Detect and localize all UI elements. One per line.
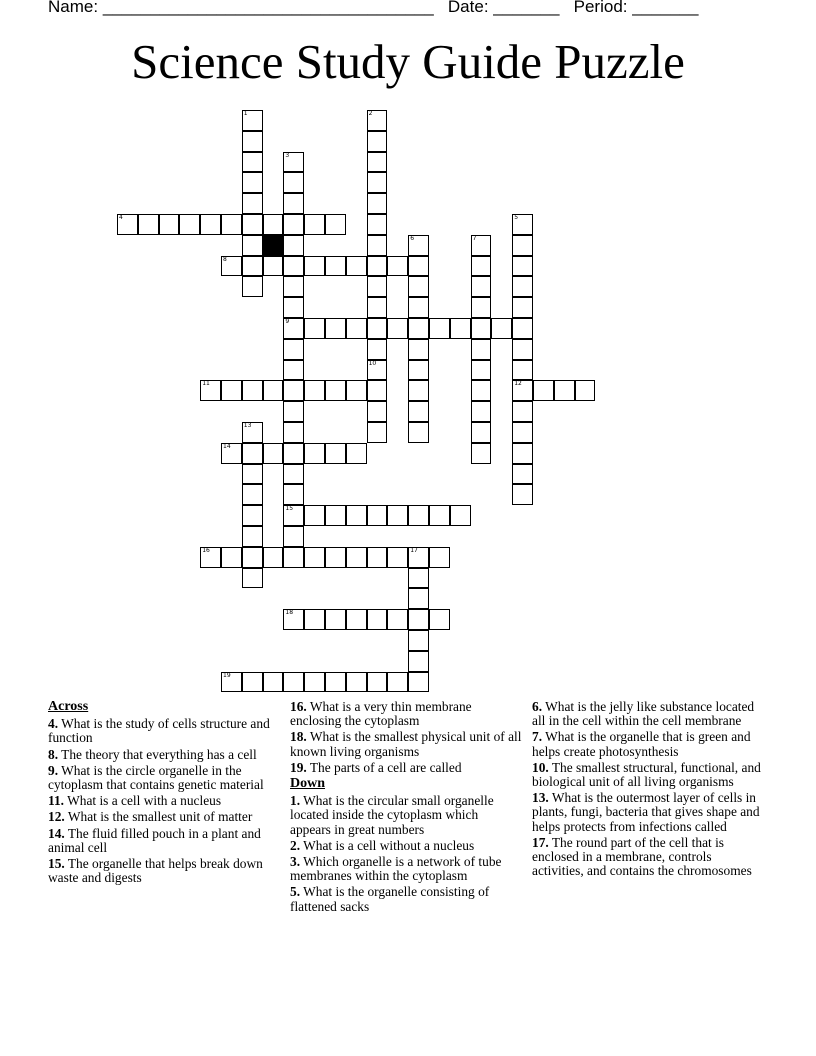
grid-cell[interactable] xyxy=(387,318,408,339)
grid-cell[interactable] xyxy=(242,276,263,297)
grid-cell[interactable] xyxy=(263,380,284,401)
grid-cell[interactable] xyxy=(512,318,533,339)
grid-cell[interactable] xyxy=(242,214,263,235)
grid-cell[interactable] xyxy=(304,214,325,235)
clue-number: 4 xyxy=(119,214,123,221)
clue-number: 14 xyxy=(223,442,231,450)
grid-cell[interactable] xyxy=(367,172,388,193)
grid-cell[interactable] xyxy=(367,297,388,318)
grid-cell[interactable] xyxy=(408,401,429,422)
grid-cell[interactable] xyxy=(367,360,388,381)
grid-cell[interactable] xyxy=(283,505,304,526)
grid-cell[interactable] xyxy=(242,193,263,214)
grid-cell[interactable] xyxy=(221,547,242,568)
grid-cell[interactable] xyxy=(471,360,492,381)
grid-cell[interactable] xyxy=(346,318,367,339)
grid-cell[interactable] xyxy=(263,214,284,235)
grid-cell[interactable] xyxy=(346,443,367,464)
grid-cell[interactable] xyxy=(263,443,284,464)
clue-down-3: 3. Which organelle is a network of tube membranes within the cytoplasm xyxy=(290,854,502,884)
grid-cell[interactable] xyxy=(387,256,408,277)
grid-cell[interactable] xyxy=(283,172,304,193)
grid-cell[interactable] xyxy=(512,380,533,401)
grid-cell[interactable] xyxy=(242,464,263,485)
grid-cell[interactable] xyxy=(346,609,367,630)
grid-cell[interactable] xyxy=(242,110,263,131)
grid-cell[interactable] xyxy=(512,360,533,381)
grid-cell[interactable] xyxy=(429,318,450,339)
grid-cell[interactable] xyxy=(408,651,429,672)
grid-cell[interactable] xyxy=(367,339,388,360)
grid-cell[interactable] xyxy=(304,256,325,277)
clue-down-17: 17. The round part of the cell that is enclosed in a membrane, controls activities, and contains the chromosomes xyxy=(532,834,752,879)
grid-cell[interactable] xyxy=(408,422,429,443)
grid-cell[interactable] xyxy=(408,672,429,693)
grid-cell[interactable] xyxy=(471,235,492,256)
clue-column-3 xyxy=(532,700,764,880)
grid-cell[interactable] xyxy=(325,443,346,464)
grid-cell[interactable] xyxy=(471,380,492,401)
grid-cell[interactable] xyxy=(346,256,367,277)
clue-number: 15 xyxy=(285,505,294,513)
clue-across-14: 14. The fluid filled pouch in a plant and animal cell xyxy=(48,825,261,855)
clue-number: 9 xyxy=(285,318,290,325)
grid-cell[interactable] xyxy=(304,318,325,339)
grid-cell[interactable] xyxy=(283,214,304,235)
grid-cell[interactable] xyxy=(512,276,533,297)
grid-cell[interactable] xyxy=(367,110,388,131)
clue-number: 3 xyxy=(285,151,290,159)
grid-cell[interactable] xyxy=(367,380,388,401)
grid-cell[interactable] xyxy=(367,401,388,422)
grid-cell[interactable] xyxy=(471,318,492,339)
grid-cell[interactable] xyxy=(408,339,429,360)
grid-cell[interactable] xyxy=(408,609,429,630)
grid-cell[interactable] xyxy=(242,256,263,277)
clue-across-19: 19. The parts of a cell are called xyxy=(290,759,462,775)
grid-cell[interactable] xyxy=(491,318,512,339)
grid-cell[interactable] xyxy=(159,214,180,235)
clue-number: 11 xyxy=(202,380,210,388)
grid-cell[interactable] xyxy=(283,297,304,318)
clue-number: 19 xyxy=(223,671,231,679)
grid-cell[interactable] xyxy=(512,443,533,464)
name-blank[interactable]: ___________________________________ xyxy=(102,0,434,16)
clue-number: 8 xyxy=(223,255,227,263)
grid-cell[interactable] xyxy=(512,297,533,318)
grid-cell[interactable] xyxy=(283,443,304,464)
grid-cell[interactable] xyxy=(283,339,304,360)
clue-number: 7 xyxy=(472,234,477,242)
grid-cell[interactable] xyxy=(325,318,346,339)
grid-cell[interactable] xyxy=(512,214,533,235)
grid-cell[interactable] xyxy=(242,505,263,526)
clue-number: 5 xyxy=(514,214,519,221)
grid-cell[interactable] xyxy=(408,276,429,297)
clue-across-15: 15. The organelle that helps break down waste and digests xyxy=(48,856,263,886)
grid-cell[interactable] xyxy=(325,214,346,235)
grid-cell[interactable] xyxy=(304,443,325,464)
grid-cell[interactable] xyxy=(242,152,263,173)
grid-cell[interactable] xyxy=(387,505,408,526)
grid-cell[interactable] xyxy=(429,505,450,526)
grid-cell[interactable] xyxy=(387,547,408,568)
clue-across-9: 9. What is the circle organelle in the cytoplasm that contains genetic material xyxy=(48,762,264,793)
grid-cell[interactable] xyxy=(346,672,367,693)
grid-cell[interactable] xyxy=(325,609,346,630)
grid-cell[interactable] xyxy=(283,193,304,214)
clue-down-1: 1. What is the circular small organelle located inside the cytoplasm which appears in great numbers xyxy=(290,793,494,837)
grid-cell[interactable] xyxy=(387,609,408,630)
clue-down-2: 2. What is a cell without a nucleus xyxy=(290,837,475,853)
grid-cell[interactable] xyxy=(346,380,367,401)
grid-cell[interactable] xyxy=(242,422,263,443)
grid-cell[interactable] xyxy=(304,672,325,693)
grid-cell[interactable] xyxy=(429,547,450,568)
grid-cell[interactable] xyxy=(471,443,492,464)
grid-cell[interactable] xyxy=(221,256,242,277)
clue-number: 6 xyxy=(410,234,415,242)
grid-cell[interactable] xyxy=(283,276,304,297)
name-label: Name: xyxy=(48,0,99,16)
grid-cell[interactable] xyxy=(283,464,304,485)
grid-cell[interactable] xyxy=(304,609,325,630)
grid-cell[interactable] xyxy=(304,547,325,568)
clue-number: 2 xyxy=(368,110,373,117)
grid-cell[interactable] xyxy=(512,339,533,360)
grid-cell[interactable] xyxy=(533,380,554,401)
clue-number: 17 xyxy=(410,546,418,554)
grid-cell[interactable] xyxy=(512,256,533,277)
grid-cell[interactable] xyxy=(200,380,221,401)
grid-cell[interactable] xyxy=(242,568,263,589)
grid-cell[interactable] xyxy=(408,318,429,339)
grid-cell[interactable] xyxy=(408,588,429,609)
grid-cell[interactable] xyxy=(283,380,304,401)
clue-down-6: 6. What is the jelly like substance located all in the cell within the cell membrane xyxy=(532,699,755,729)
grid-cell[interactable] xyxy=(512,401,533,422)
grid-cell[interactable] xyxy=(283,672,304,693)
grid-cell[interactable] xyxy=(283,152,304,173)
grid-cell[interactable] xyxy=(283,318,304,339)
grid-cell[interactable] xyxy=(367,193,388,214)
grid-cell[interactable] xyxy=(450,318,471,339)
grid-cell[interactable] xyxy=(367,318,388,339)
blocked-cell xyxy=(263,235,284,256)
clue-column-1 xyxy=(48,700,280,887)
grid-cell[interactable] xyxy=(512,484,533,505)
grid-cell[interactable] xyxy=(367,609,388,630)
grid-cell[interactable] xyxy=(242,172,263,193)
grid-cell[interactable] xyxy=(554,380,575,401)
grid-cell[interactable] xyxy=(512,464,533,485)
grid-cell[interactable] xyxy=(450,505,471,526)
period-blank[interactable]: _______ xyxy=(632,0,699,16)
grid-cell[interactable] xyxy=(283,484,304,505)
grid-cell[interactable] xyxy=(429,609,450,630)
grid-cell[interactable] xyxy=(242,526,263,547)
grid-cell[interactable] xyxy=(242,131,263,152)
clue-number: 13 xyxy=(243,422,252,429)
grid-cell[interactable] xyxy=(325,380,346,401)
grid-cell[interactable] xyxy=(179,214,200,235)
grid-cell[interactable] xyxy=(325,547,346,568)
clue-down-5: 5. What is the organelle consisting of flattened sacks xyxy=(290,884,490,914)
grid-cell[interactable] xyxy=(283,360,304,381)
grid-cell[interactable] xyxy=(304,505,325,526)
grid-cell[interactable] xyxy=(304,380,325,401)
grid-cell[interactable] xyxy=(325,672,346,693)
grid-cell[interactable] xyxy=(283,401,304,422)
down-heading: Down xyxy=(290,776,326,792)
grid-cell[interactable] xyxy=(221,214,242,235)
clue-across-16: 16. What is a very thin membrane enclosing the cytoplasm xyxy=(290,699,472,729)
clue-across-12: 12. What is the smallest unit of matter xyxy=(48,809,253,825)
clue-number: 1 xyxy=(243,110,248,117)
grid-cell[interactable] xyxy=(512,235,533,256)
grid-cell[interactable] xyxy=(471,339,492,360)
grid-cell[interactable] xyxy=(200,547,221,568)
grid-cell[interactable] xyxy=(346,505,367,526)
grid-cell[interactable] xyxy=(408,235,429,256)
grid-cell[interactable] xyxy=(408,380,429,401)
clue-across-4: 4. What is the study of cells structure and function xyxy=(48,716,270,746)
grid-cell[interactable] xyxy=(367,152,388,173)
clue-number: 10 xyxy=(368,359,377,367)
period-label: Period: xyxy=(573,0,628,16)
grid-cell[interactable] xyxy=(575,380,596,401)
grid-cell[interactable] xyxy=(471,401,492,422)
grid-cell[interactable] xyxy=(242,484,263,505)
clue-number: 18 xyxy=(285,609,294,617)
grid-cell[interactable] xyxy=(367,505,388,526)
grid-cell[interactable] xyxy=(512,422,533,443)
date-label: Date: xyxy=(447,0,489,16)
date-blank[interactable]: _______ xyxy=(493,0,560,16)
grid-cell[interactable] xyxy=(367,276,388,297)
grid-cell[interactable] xyxy=(263,547,284,568)
clue-across-11: 11. What is a cell with a nucleus xyxy=(48,793,222,809)
grid-cell[interactable] xyxy=(283,526,304,547)
clue-number: 16 xyxy=(202,546,210,554)
grid-cell[interactable] xyxy=(408,630,429,651)
grid-cell[interactable] xyxy=(242,672,263,693)
grid-cell[interactable] xyxy=(471,297,492,318)
clue-column-2 xyxy=(290,700,522,916)
grid-cell[interactable] xyxy=(283,256,304,277)
clue-down-7: 7. What is the organelle that is green and helps create photosynthesis xyxy=(532,729,751,759)
grid-cell[interactable] xyxy=(367,214,388,235)
grid-cell[interactable] xyxy=(367,547,388,568)
grid-cell[interactable] xyxy=(367,256,388,277)
grid-cell[interactable] xyxy=(408,505,429,526)
grid-cell[interactable] xyxy=(387,672,408,693)
grid-cell[interactable] xyxy=(408,360,429,381)
clue-number: 12 xyxy=(514,380,522,388)
grid-cell[interactable] xyxy=(367,235,388,256)
grid-cell[interactable] xyxy=(242,380,263,401)
grid-cell[interactable] xyxy=(117,214,138,235)
grid-cell[interactable] xyxy=(242,235,263,256)
grid-cell[interactable] xyxy=(283,609,304,630)
grid-cell[interactable] xyxy=(263,256,284,277)
clue-down-13: 13. What is the outermost layer of cells in plants, fungi, bacteria that gives shape and helps protects from infections called xyxy=(532,790,760,834)
grid-cell[interactable] xyxy=(471,422,492,443)
puzzle-title: Science Study Guide Puzzle xyxy=(131,34,685,89)
grid-cell[interactable] xyxy=(283,422,304,443)
grid-cell[interactable] xyxy=(408,297,429,318)
grid-cell[interactable] xyxy=(367,422,388,443)
clue-down-10: 10. The smallest structural, functional, and biological unit of all living organisms xyxy=(532,759,761,790)
grid-cell[interactable] xyxy=(242,443,263,464)
grid-cell[interactable] xyxy=(408,568,429,589)
grid-cell[interactable] xyxy=(221,443,242,464)
grid-cell[interactable] xyxy=(138,214,159,235)
clue-across-8: 8. The theory that everything has a cell xyxy=(48,746,257,762)
grid-cell[interactable] xyxy=(221,672,242,693)
grid-cell[interactable] xyxy=(471,276,492,297)
grid-cell[interactable] xyxy=(325,505,346,526)
clue-across-18: 18. What is the smallest physical unit of all known living organisms xyxy=(290,729,522,759)
grid-cell[interactable] xyxy=(221,380,242,401)
grid-cell[interactable] xyxy=(283,235,304,256)
grid-cell[interactable] xyxy=(471,256,492,277)
grid-cell[interactable] xyxy=(200,214,221,235)
across-heading: Across xyxy=(48,699,89,714)
grid-cell[interactable] xyxy=(325,256,346,277)
grid-cell[interactable] xyxy=(408,547,429,568)
grid-cell[interactable] xyxy=(408,256,429,277)
grid-cell[interactable] xyxy=(367,131,388,152)
grid-cell[interactable] xyxy=(367,672,388,693)
grid-cell[interactable] xyxy=(263,672,284,693)
grid-cell[interactable] xyxy=(283,547,304,568)
grid-cell[interactable] xyxy=(346,547,367,568)
grid-cell[interactable] xyxy=(242,547,263,568)
